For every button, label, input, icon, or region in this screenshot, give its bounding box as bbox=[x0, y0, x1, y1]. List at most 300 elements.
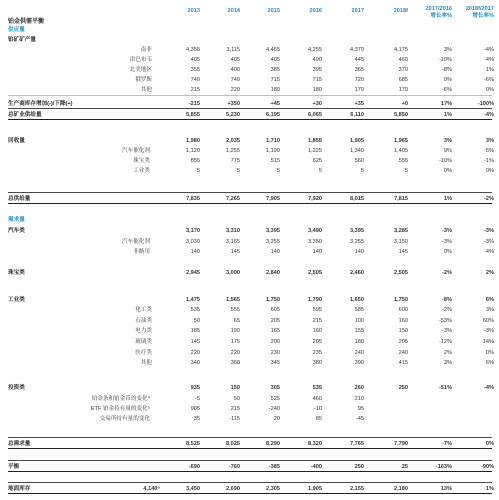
value-cell: 600 bbox=[398, 307, 408, 313]
value-cell: 555 bbox=[230, 307, 240, 313]
value-cell: -45 bbox=[355, 416, 364, 422]
value-cell: 215 bbox=[230, 406, 240, 412]
value-cell: 720 bbox=[354, 77, 364, 83]
table-row bbox=[0, 216, 499, 224]
value-cell: 1,980 bbox=[186, 138, 200, 144]
table-row bbox=[0, 440, 499, 448]
value-cell: 170 bbox=[398, 87, 408, 93]
pct-cell: -3% bbox=[484, 228, 494, 234]
table-row bbox=[0, 26, 499, 34]
value-cell: 360 bbox=[230, 360, 240, 366]
pct-header-2018-2017: 2018f/2017 增长率% bbox=[465, 6, 494, 19]
value-cell: 65 bbox=[233, 318, 240, 324]
value-cell: 3,255 bbox=[266, 239, 280, 245]
value-cell: -760 bbox=[228, 464, 240, 470]
value-cell: 205 bbox=[270, 318, 280, 324]
value-cell: 1,475 bbox=[186, 297, 200, 303]
value-cell: 260 bbox=[354, 385, 364, 391]
value-cell: 605 bbox=[270, 307, 280, 313]
row-label: 俄罗斯 bbox=[135, 76, 152, 83]
value-cell: 490 bbox=[312, 57, 322, 63]
value-cell: 85 bbox=[315, 416, 322, 422]
value-cell: 235 bbox=[312, 350, 322, 356]
pct-cell: -8% bbox=[442, 297, 452, 303]
pct-cell: 1% bbox=[443, 112, 452, 118]
table-row bbox=[0, 157, 499, 165]
row-label: 总供给量 bbox=[8, 196, 31, 202]
value-cell: 5 bbox=[318, 168, 322, 174]
pct-cell: -3% bbox=[442, 328, 452, 334]
value-cell: 50 bbox=[233, 396, 240, 402]
year-header-2016: 2016 bbox=[309, 8, 322, 14]
row-label: 化工类 bbox=[135, 306, 152, 313]
value-cell: 5 bbox=[404, 168, 408, 174]
value-cell: 935 bbox=[190, 385, 200, 391]
pct-cell: 0% bbox=[485, 87, 494, 93]
value-cell: 5 bbox=[360, 168, 364, 174]
value-cell: 775 bbox=[230, 158, 240, 164]
value-cell: 220 bbox=[190, 350, 200, 356]
divider bbox=[8, 482, 492, 483]
value-cell: 5,230 bbox=[226, 112, 240, 118]
divider bbox=[8, 460, 492, 461]
pct-cell: -10% bbox=[438, 57, 452, 63]
row-label: 供应量 bbox=[8, 27, 25, 33]
value-cell: 1,905 bbox=[350, 138, 364, 144]
table-row bbox=[0, 227, 499, 235]
pct-cell: 13% bbox=[440, 486, 452, 492]
table-row bbox=[0, 359, 499, 367]
value-cell: 555 bbox=[398, 158, 408, 164]
year-header-2018f: 2018f bbox=[393, 8, 408, 14]
value-cell: +35 bbox=[354, 101, 364, 107]
value-cell: 340 bbox=[190, 360, 200, 366]
row-label: 其他 bbox=[140, 359, 152, 366]
value-cell: 1,190 bbox=[266, 148, 280, 154]
value-cell: 4,355 bbox=[186, 47, 200, 53]
table-row bbox=[0, 36, 499, 44]
pct-cell: 6% bbox=[485, 297, 494, 303]
pct-cell: -12% bbox=[438, 339, 452, 345]
value-cell: 905 bbox=[190, 406, 200, 412]
value-cell: 3,395 bbox=[350, 228, 364, 234]
value-cell: 185 bbox=[190, 328, 200, 334]
value-cell: 2,840 bbox=[266, 270, 280, 276]
value-cell: 460 bbox=[312, 396, 322, 402]
pct-cell: 0% bbox=[443, 249, 452, 255]
value-cell: 250 bbox=[398, 385, 408, 391]
year-header-2015: 2015 bbox=[267, 8, 280, 14]
value-cell: 3,450 bbox=[186, 486, 200, 492]
value-cell: 8,525 bbox=[186, 441, 200, 447]
pct-cell: -3% bbox=[442, 228, 452, 234]
divider bbox=[8, 203, 492, 204]
value-cell: 220 bbox=[230, 350, 240, 356]
pct-cell: 0% bbox=[443, 168, 452, 174]
value-cell: 160 bbox=[312, 328, 322, 334]
value-cell: 150 bbox=[230, 385, 240, 391]
value-cell: 4,370 bbox=[350, 47, 364, 53]
value-cell: 7,920 bbox=[308, 196, 322, 202]
pct-cell: 3% bbox=[485, 138, 494, 144]
value-cell: 5,850 bbox=[394, 112, 408, 118]
pct-cell: 3% bbox=[443, 138, 452, 144]
value-cell: 230 bbox=[270, 350, 280, 356]
value-cell: 4,140⁶ bbox=[143, 486, 160, 492]
value-cell: 2,180 bbox=[394, 486, 408, 492]
value-cell: 1,790 bbox=[308, 297, 322, 303]
row-label: 汽车类 bbox=[8, 228, 25, 234]
table-row bbox=[0, 485, 499, 493]
table-row bbox=[0, 238, 499, 246]
value-cell: 205 bbox=[398, 339, 408, 345]
value-cell: 1,965 bbox=[394, 138, 408, 144]
value-cell: 1,405 bbox=[394, 148, 408, 154]
value-cell: 140 bbox=[190, 249, 200, 255]
pct-cell: -7% bbox=[442, 441, 452, 447]
value-cell: 150 bbox=[398, 328, 408, 334]
pct-cell: 3% bbox=[443, 47, 452, 53]
value-cell: 175 bbox=[230, 339, 240, 345]
table-row bbox=[0, 384, 499, 392]
table-row bbox=[0, 317, 499, 325]
value-cell: 180 bbox=[270, 87, 280, 93]
value-cell: +0 bbox=[401, 101, 408, 107]
value-cell: 365 bbox=[354, 67, 364, 73]
row-label: 南非 bbox=[140, 46, 152, 53]
value-cell: 160 bbox=[398, 318, 408, 324]
value-cell: 525 bbox=[270, 396, 280, 402]
value-cell: 385 bbox=[270, 67, 280, 73]
value-cell: 4,175 bbox=[394, 47, 408, 53]
value-cell: +45 bbox=[270, 101, 280, 107]
pct-cell: 0% bbox=[485, 441, 494, 447]
value-cell: 515 bbox=[270, 158, 280, 164]
divider bbox=[8, 448, 492, 449]
row-label: 石油类 bbox=[135, 317, 152, 324]
value-cell: 445 bbox=[354, 57, 364, 63]
pct-cell: 17% bbox=[440, 101, 452, 107]
value-cell: 180 bbox=[354, 339, 364, 345]
value-cell: 205 bbox=[312, 339, 322, 345]
value-cell: 220 bbox=[230, 87, 240, 93]
pct-cell: -53% bbox=[438, 318, 452, 324]
value-cell: -115 bbox=[229, 416, 240, 422]
table-row bbox=[0, 147, 499, 155]
pct-cell: -10% bbox=[438, 158, 452, 164]
row-label: 铂金条和铂金币的变化⁴ bbox=[91, 396, 150, 402]
table-row bbox=[0, 306, 499, 314]
table-row bbox=[0, 86, 499, 94]
pct-header-2017-2016: 2017/2016 增长率% bbox=[425, 6, 452, 19]
value-cell: 5 bbox=[236, 168, 240, 174]
value-cell: 370 bbox=[398, 67, 408, 73]
table-row bbox=[0, 463, 499, 471]
value-cell: 100 bbox=[354, 318, 364, 324]
value-cell: 140 bbox=[354, 249, 364, 255]
year-header-2013: 2013 bbox=[187, 8, 200, 14]
pct-cell: -2% bbox=[484, 196, 494, 202]
value-cell: 685 bbox=[398, 77, 408, 83]
value-cell: 2,505 bbox=[308, 270, 322, 276]
value-cell: 2,155 bbox=[350, 486, 364, 492]
year-header-2017: 2017 bbox=[351, 8, 364, 14]
value-cell: 6,195 bbox=[266, 112, 280, 118]
value-cell: 355 bbox=[190, 67, 200, 73]
value-cell: 855 bbox=[190, 158, 200, 164]
row-label: 汽车催化剂 bbox=[122, 239, 150, 245]
pct-cell: 0% bbox=[443, 77, 452, 83]
value-cell: 715 bbox=[312, 77, 322, 83]
table-row bbox=[0, 338, 499, 346]
row-label: 工业类 bbox=[8, 297, 25, 303]
value-cell: -240 bbox=[268, 406, 280, 412]
pct-cell: -4% bbox=[484, 385, 494, 391]
row-label: 工业类 bbox=[133, 168, 150, 174]
row-label: 津巴布韦 bbox=[129, 56, 152, 63]
value-cell: 740 bbox=[190, 77, 200, 83]
value-cell: 7,790 bbox=[394, 441, 408, 447]
pct-cell: 5% bbox=[485, 148, 494, 154]
value-cell: +350 bbox=[227, 101, 240, 107]
table-row bbox=[0, 100, 499, 108]
pct-cell: 6% bbox=[485, 360, 494, 366]
pct-cell: -3% bbox=[442, 239, 452, 245]
table-row bbox=[0, 167, 499, 175]
value-cell: 8,320 bbox=[308, 441, 322, 447]
row-label: 电力类 bbox=[135, 327, 152, 334]
row-label: 回收量 bbox=[8, 138, 25, 144]
value-cell: -690 bbox=[188, 464, 200, 470]
value-cell: 240 bbox=[398, 350, 408, 356]
value-cell: 7,835 bbox=[186, 196, 200, 202]
value-cell: 180 bbox=[312, 87, 322, 93]
pct-cell: -100% bbox=[477, 101, 494, 107]
value-cell: 345 bbox=[270, 360, 280, 366]
value-cell: 3,030 bbox=[186, 239, 200, 245]
value-cell: 3,150 bbox=[394, 239, 408, 245]
pct-cell: -6% bbox=[442, 87, 452, 93]
value-cell: 625 bbox=[312, 158, 322, 164]
value-cell: 250 bbox=[354, 464, 364, 470]
value-cell: 1,750 bbox=[394, 297, 408, 303]
value-cell: 715 bbox=[270, 77, 280, 83]
value-cell: 4,255 bbox=[308, 47, 322, 53]
table-row bbox=[0, 66, 499, 74]
row-label: 汽车催化剂 bbox=[122, 148, 150, 154]
value-cell: 7,815 bbox=[394, 196, 408, 202]
value-cell: 1,340 bbox=[350, 148, 364, 154]
row-label: 投资类 bbox=[8, 385, 25, 391]
pct-cell: -51% bbox=[438, 385, 452, 391]
value-cell: 145 bbox=[190, 339, 200, 345]
value-cell: 3,350 bbox=[308, 239, 322, 245]
value-cell: 2,035 bbox=[226, 138, 240, 144]
value-cell: 3,395 bbox=[266, 228, 280, 234]
value-cell: 380 bbox=[312, 360, 322, 366]
divider bbox=[8, 437, 492, 438]
value-cell: -215 bbox=[188, 101, 200, 107]
value-cell: 140 bbox=[312, 249, 322, 255]
value-cell: 415 bbox=[398, 360, 408, 366]
value-cell: 390 bbox=[354, 360, 364, 366]
value-cell: 3,170 bbox=[186, 228, 200, 234]
value-cell: -10 bbox=[313, 406, 322, 412]
pct-cell: -90% bbox=[480, 464, 494, 470]
value-cell: 25 bbox=[401, 464, 408, 470]
table-row bbox=[0, 327, 499, 335]
value-cell: 5,855 bbox=[186, 112, 200, 118]
value-cell: 7,265 bbox=[226, 196, 240, 202]
row-label: 地面库存 bbox=[8, 486, 31, 492]
value-cell: 1,750 bbox=[266, 297, 280, 303]
table-row bbox=[0, 269, 499, 277]
value-cell: 395 bbox=[312, 67, 322, 73]
value-cell: 2,460 bbox=[350, 270, 364, 276]
value-cell: 535 bbox=[312, 385, 322, 391]
row-label: 平衡 bbox=[8, 464, 20, 470]
value-cell: 190 bbox=[230, 328, 240, 334]
value-cell: 3,165 bbox=[226, 239, 240, 245]
value-cell: 8,290 bbox=[266, 441, 280, 447]
value-cell: 1,905 bbox=[308, 486, 322, 492]
row-label: 交易所持有量的变化 bbox=[99, 416, 150, 422]
table-row bbox=[0, 111, 499, 119]
value-cell: 1,255 bbox=[226, 148, 240, 154]
value-cell: 3,115 bbox=[226, 47, 240, 53]
table-row bbox=[0, 248, 499, 256]
value-cell: 1,855 bbox=[308, 138, 322, 144]
value-cell: 1,650 bbox=[350, 297, 364, 303]
row-label: 总矿业供给量 bbox=[8, 112, 42, 118]
value-cell: 7,905 bbox=[266, 196, 280, 202]
divider bbox=[8, 108, 492, 109]
pct-cell: -4% bbox=[484, 47, 494, 53]
value-cell: 215 bbox=[312, 318, 322, 324]
table-row bbox=[0, 56, 499, 64]
value-cell: 170 bbox=[354, 87, 364, 93]
pct-cell: 3% bbox=[443, 360, 452, 366]
pct-cell: 60% bbox=[482, 318, 494, 324]
value-cell: 50 bbox=[193, 318, 200, 324]
table-row bbox=[0, 415, 499, 423]
table-row bbox=[0, 76, 499, 84]
pct-cell: 0% bbox=[485, 168, 494, 174]
value-cell: -5 bbox=[195, 396, 200, 402]
value-cell: 405 bbox=[270, 57, 280, 63]
row-label: 北美地区 bbox=[129, 66, 152, 73]
pct-cell: -2% bbox=[442, 270, 452, 276]
table-title: 铂金供需平衡 bbox=[8, 19, 45, 25]
pct-cell: -1% bbox=[484, 158, 494, 164]
value-cell: 210 bbox=[354, 396, 364, 402]
value-cell: 200 bbox=[270, 339, 280, 345]
pct-cell: -3% bbox=[484, 328, 494, 334]
value-cell: +30 bbox=[312, 101, 322, 107]
row-label: 需求量 bbox=[8, 217, 25, 223]
pct-cell: 4% bbox=[485, 57, 494, 63]
value-cell: 1,225 bbox=[308, 148, 322, 154]
value-cell: 3,490 bbox=[308, 228, 322, 234]
pct-cell: 4% bbox=[485, 249, 494, 255]
divider bbox=[8, 119, 492, 120]
divider bbox=[8, 95, 492, 96]
value-cell: 740 bbox=[230, 77, 240, 83]
row-label: 玻璃类 bbox=[135, 338, 152, 345]
value-cell: 585 bbox=[354, 307, 364, 313]
value-cell: 8,015 bbox=[350, 196, 364, 202]
pct-cell: 1% bbox=[443, 196, 452, 202]
value-cell: 3,310 bbox=[226, 228, 240, 234]
table-row bbox=[0, 296, 499, 304]
pct-cell: 1% bbox=[485, 67, 494, 73]
value-cell: 145 bbox=[230, 249, 240, 255]
value-cell: 4,465 bbox=[266, 47, 280, 53]
table-row bbox=[0, 405, 499, 413]
divider bbox=[8, 493, 492, 494]
table-row bbox=[0, 46, 499, 54]
value-cell: 5 bbox=[276, 168, 280, 174]
value-cell: 1,565 bbox=[226, 297, 240, 303]
value-cell: 3,255 bbox=[350, 239, 364, 245]
value-cell: -400 bbox=[310, 464, 322, 470]
value-cell: 7,765 bbox=[350, 441, 364, 447]
value-cell: 2,505 bbox=[394, 270, 408, 276]
value-cell: 6,065 bbox=[308, 112, 322, 118]
row-label: 总需求量 bbox=[8, 441, 31, 447]
value-cell: 595 bbox=[312, 307, 322, 313]
table-row bbox=[0, 195, 499, 203]
table-row bbox=[0, 137, 499, 145]
value-cell: 95 bbox=[357, 406, 364, 412]
value-cell: 140 bbox=[270, 249, 280, 255]
value-cell: 165 bbox=[270, 328, 280, 334]
pct-cell: -4% bbox=[484, 112, 494, 118]
table-row bbox=[0, 395, 499, 403]
divider bbox=[8, 471, 492, 472]
value-cell: 405 bbox=[190, 57, 200, 63]
value-cell: 8,025 bbox=[226, 441, 240, 447]
value-cell: 3,285 bbox=[394, 228, 408, 234]
row-label: 珠宝类 bbox=[8, 270, 25, 276]
pct-cell: 0% bbox=[485, 350, 494, 356]
pct-cell: 2% bbox=[485, 270, 494, 276]
row-label: 珠宝类 bbox=[133, 158, 150, 164]
value-cell: 240 bbox=[354, 350, 364, 356]
pct-cell: 9% bbox=[443, 148, 452, 154]
row-label: 铂矿矿产量 bbox=[8, 37, 36, 43]
value-cell: 560 bbox=[354, 158, 364, 164]
pct-cell: -2% bbox=[442, 307, 452, 313]
value-cell: 400 bbox=[230, 67, 240, 73]
value-cell: 5 bbox=[196, 168, 200, 174]
value-cell: 535 bbox=[190, 307, 200, 313]
value-cell: 1,120 bbox=[186, 148, 200, 154]
value-cell: 3,000 bbox=[226, 270, 240, 276]
pct-cell: 14% bbox=[482, 339, 494, 345]
value-cell: 145 bbox=[398, 249, 408, 255]
pct-cell: 2% bbox=[443, 350, 452, 356]
year-header-2014: 2014 bbox=[227, 8, 240, 14]
value-cell: 305 bbox=[270, 385, 280, 391]
value-cell: 20 bbox=[273, 416, 280, 422]
value-cell: 35 bbox=[193, 416, 200, 422]
value-cell: 405 bbox=[230, 57, 240, 63]
value-cell: 1,710 bbox=[266, 138, 280, 144]
row-label: 生产商库存增加(-)/下降(+) bbox=[8, 101, 73, 107]
pct-cell: -6% bbox=[484, 77, 494, 83]
table-row bbox=[0, 349, 499, 357]
